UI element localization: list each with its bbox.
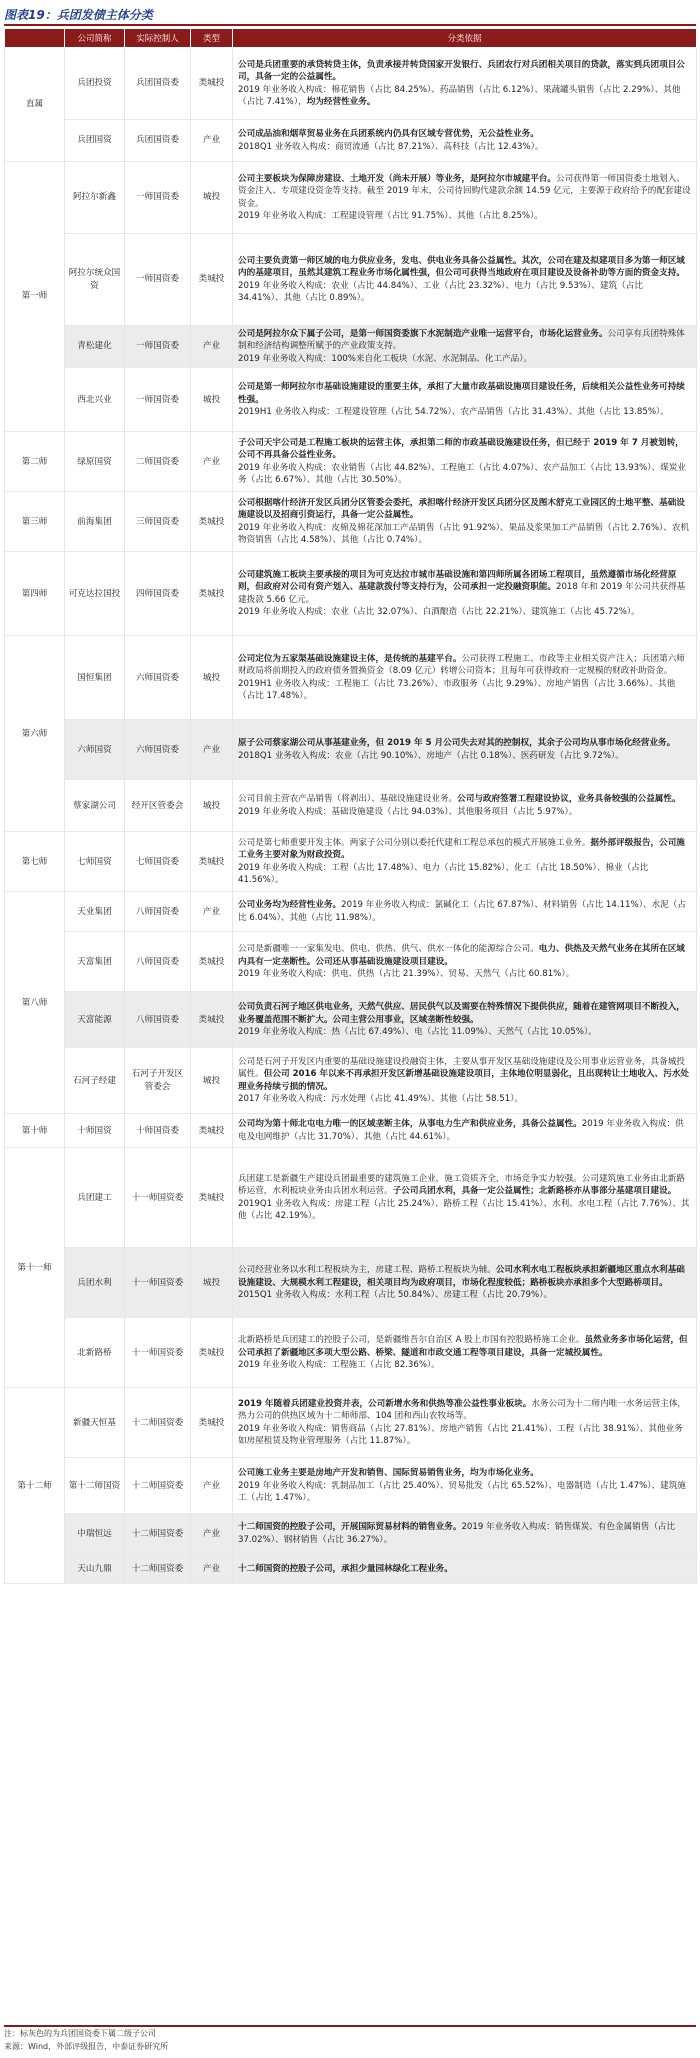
basis-text: 2019 年业务收入构成：农业销售（占比 44.82%）、工程施工（占比 4.07%）、农产品加工（占比 13.93%）、煤炭业务（占比 6.67%）、其他（占比 30.50%）。 [238, 462, 686, 486]
classification-basis [233, 432, 697, 492]
basis-paragraph [238, 328, 691, 353]
classification-basis [233, 162, 697, 234]
group-label: 第十师 [5, 1114, 65, 1148]
basis-text: 2019 年业务收入构成：销售商品（占比 27.81%）、房地产销售（占比 21.41%）、工程（占比 38.91%）、其他业务如房屋租赁及物业管理服务（占比 11.87%）。 [238, 1423, 683, 1447]
entity-type: 城投 [191, 368, 233, 432]
controller-name: 六师国资委 [125, 636, 191, 720]
company-name: 兵团水利 [65, 1248, 125, 1318]
controller-name: 十二师国资委 [125, 1554, 191, 1584]
basis-paragraph [238, 1334, 691, 1359]
basis-paragraph [238, 1521, 691, 1546]
classification-basis [233, 1554, 697, 1584]
table-row [5, 1048, 697, 1114]
company-name: 兵团建工 [65, 1148, 125, 1248]
basis-bold-text: 电力、供热及天然气业务在其所在区域内具有一定垄断性。公司还从事基础设施建设项目建设。 [238, 944, 685, 967]
basis-paragraph [238, 737, 691, 749]
entity-type: 类城投 [191, 992, 233, 1048]
table-row [5, 1114, 697, 1148]
controller-name: 一师国资委 [125, 368, 191, 432]
basis-text: 2019 年业务收入构成：工程建设管理（占比 91.75%）、其他（占比 8.25%）。 [238, 210, 543, 221]
table-row [5, 1248, 697, 1318]
entity-type: 城投 [191, 1048, 233, 1114]
header-company: 公司简称 [65, 29, 125, 48]
basis-paragraph [238, 210, 691, 222]
entity-type: 产业 [191, 120, 233, 162]
table-body [5, 48, 697, 1584]
basis-text: 公司是新疆唯一一家集发电、供电、供热、供气、供水一体化的能源综合公司。 [238, 944, 539, 955]
basis-paragraph [238, 1118, 691, 1143]
controller-name: 十二师国资委 [125, 1388, 191, 1458]
controller-name: 一师国资委 [125, 162, 191, 234]
basis-paragraph [238, 1173, 691, 1198]
basis-paragraph [238, 1563, 691, 1575]
company-name: 天山九鼎 [65, 1554, 125, 1584]
basis-paragraph [238, 1056, 691, 1093]
classification-basis [233, 932, 697, 992]
controller-name: 石河子开发区管委会 [125, 1048, 191, 1114]
basis-paragraph [238, 1398, 691, 1423]
figure-title: 图表19：兵团发债主体分类 [4, 8, 153, 22]
table-row [5, 780, 697, 832]
controller-name: 十二师国资委 [125, 1458, 191, 1514]
classification-basis [233, 326, 697, 368]
basis-bold-text: 公司水利水电工程板块承担新疆地区重点水利基础设施建设、大规模水利工程建设，相关项目均为政府项目，市场化程度较低；路桥板块亦承担多个大型路桥项目。 [238, 1265, 685, 1288]
company-name: 兵团国资 [65, 120, 125, 162]
table-row [5, 720, 697, 780]
footer-rule [4, 2025, 696, 2027]
basis-text: 2019H1 业务收入构成：工程建设管理（占比 54.72%）、农产品销售（占比 31.43%）、其他（占比 13.85%）。 [238, 407, 669, 418]
basis-bold-text: 公司是第一师阿拉尔市基础设施建设的重要主体，承担了大量市政基础设施项目建设任务，后续相关公益性业务可持续性强。 [238, 382, 685, 405]
basis-paragraph [238, 128, 691, 140]
basis-text: 2018Q1 业务收入构成：商贸流通（占比 87.21%）、高科技（占比 12.43%）。 [238, 141, 544, 152]
footnote: 注：标灰色的为兵团国资委下属二级子公司 [4, 2029, 156, 2038]
basis-bold-text: 虽然业务多市场化运营，但公司承担了新疆地区多项大型公路、桥梁、隧道和市政交通工程等项目建设，具备一定城投属性。 [238, 1335, 688, 1358]
company-name: 蔡家湖公司 [65, 780, 125, 832]
company-name: 兵团投资 [65, 48, 125, 120]
entity-type: 产业 [191, 1458, 233, 1514]
classification-basis [233, 636, 697, 720]
classification-basis [233, 368, 697, 432]
basis-paragraph [238, 968, 691, 980]
entity-type: 类城投 [191, 48, 233, 120]
company-name: 国恒集团 [65, 636, 125, 720]
table-row [5, 120, 697, 162]
table-row [5, 1458, 697, 1514]
basis-bold-text: 十二师国资的控股子公司，承担少量园林绿化工程业务。 [238, 1563, 453, 1574]
company-name: 天富集团 [65, 932, 125, 992]
basis-paragraph [238, 793, 691, 805]
basis-text: 公司获得第一师国资委土地划入、资金注入、专项建设资金等支持。截至 2019 年末，公司待回购代建款余额 14.59 亿元，主要源于政府给予的配套建设资金。 [238, 173, 691, 209]
table-row [5, 1554, 697, 1584]
basis-text: 2019 年业务收入构成：销售煤炭、有色金属销售（占比 37.02%）、钢材销售（占比 36.27%）。 [238, 1522, 676, 1545]
basis-text: 2019 年业务收入构成：农业（占比 32.07%）、白酒酿造（占比 22.21%）、建筑施工（占比 45.72%）。 [238, 607, 640, 618]
basis-bold-text: 2019 年随着兵团建业投资并表，公司新增水务和供热等准公益性事业板块。 [238, 1398, 532, 1409]
table-row [5, 1318, 697, 1388]
entity-type: 类城投 [191, 1388, 233, 1458]
group-label: 第十一师 [5, 1148, 65, 1388]
controller-name: 八师国资委 [125, 932, 191, 992]
classification-basis [233, 234, 697, 326]
group-label: 第十二师 [5, 1388, 65, 1584]
basis-paragraph [238, 1423, 691, 1448]
entity-type: 类城投 [191, 492, 233, 552]
basis-text: 公司获得工程施工、市政等主业相关资产注入；兵团第六师财政局将前期投入的政府债务置换资金（8.09 亿元）转增公司资本；且每年可获得政府一定规模的财政补助资金。 [238, 653, 685, 677]
controller-name: 六师国资委 [125, 720, 191, 780]
controller-name: 一师国资委 [125, 326, 191, 368]
basis-bold-text: 公司建筑施工板块主要承接的项目为可克达拉市城市基础设施和第四师所属各团场工程项目，虽然遵循市场化经营原则，但政府对公司有资产划入、基建款拨付等支持行为，公司承担一定投融资职能。 [238, 569, 677, 593]
classification-basis [233, 892, 697, 932]
basis-bold-text: 公司均为第十师北屯电力唯一的区域垄断主体，从事电力生产和供应业务，具备公益属性。 [238, 1119, 582, 1130]
entity-type: 类城投 [191, 832, 233, 892]
basis-text: 2019 年业务收入构成：氯碱化工（占比 67.87%）、材料销售（占比 14.11%）、水泥（占比 6.04%）、其他（占比 11.98%）。 [238, 900, 686, 923]
basis-text: 公司是第七师重要开发主体。两家子公司分别以委托代建和工程总承包的模式开展施工业务。 [238, 837, 591, 848]
controller-name: 经开区管委会 [125, 780, 191, 832]
table-row [5, 162, 697, 234]
basis-bold-text: 均为经营性业务。 [306, 96, 376, 107]
table-row [5, 492, 697, 552]
classification-basis [233, 492, 697, 552]
table-row [5, 234, 697, 326]
classification-basis [233, 1114, 697, 1148]
basis-text: 2019 年业务收入构成：棉花销售（占比 84.25%）、药品销售（占比 6.12%）、果蔬罐头销售（占比 2.29%）、其他（占比 7.41%）， [238, 84, 681, 107]
controller-name: 八师国资委 [125, 992, 191, 1048]
company-name: 西北兴业 [65, 368, 125, 432]
basis-bold-text: 据外部评级报告，公司施工业务主要对象为财政投资。 [238, 837, 685, 861]
basis-text: 2019 年业务收入构成：基础设施建设（占比 94.03%）、其他服务项目（占比 5.97%）。 [238, 806, 578, 817]
table-row [5, 832, 697, 892]
basis-bold-text: 公司成品油和烟草贸易业务在兵团系统内仍具有区域专营优势，无公益性业务。 [238, 129, 539, 140]
basis-text: 2019 年业务收入构成：热（占比 67.49%）、电（占比 11.09%）、天然气（占比 10.05%）。 [238, 1027, 597, 1038]
basis-paragraph [238, 1480, 691, 1505]
entity-type: 类城投 [191, 1318, 233, 1388]
basis-bold-text: 公司与政府签署工程建设协议，业务具备较强的公益属性。 [457, 794, 681, 805]
header-type: 类型 [191, 29, 233, 48]
controller-name: 十师国资委 [125, 1114, 191, 1148]
controller-name: 十一师国资委 [125, 1148, 191, 1248]
company-name: 六师国资 [65, 720, 125, 780]
company-name: 北新路桥 [65, 1318, 125, 1388]
group-label: 第七师 [5, 832, 65, 892]
basis-text: 2019 年业务收入构成：农业（占比 44.84%）、工业（占比 23.32%）、电力（占比 9.53%）、建筑（占比 34.41%）、其他（占比 0.89%）。 [238, 280, 643, 303]
entity-type: 产业 [191, 1554, 233, 1584]
classification-basis [233, 552, 697, 636]
classification-basis [233, 48, 697, 120]
header-group [5, 29, 65, 48]
basis-text: 公司享有兵团特殊体制和经济结构调整所赋予的产业政策支持。 [238, 329, 685, 352]
basis-bold-text: 公司业务均为经营性业务。 [238, 900, 342, 911]
basis-paragraph [238, 1359, 691, 1371]
table-row [5, 1514, 697, 1554]
entity-type: 类城投 [191, 932, 233, 992]
basis-paragraph [238, 1467, 691, 1479]
entity-type: 城投 [191, 636, 233, 720]
basis-paragraph [238, 1264, 691, 1289]
classification-basis [233, 1514, 697, 1554]
basis-text: 2019 年业务收入构成：皮棉及棉花深加工产品销售（占比 91.92%）、果品及浆果加工产品销售（占比 2.76%）、农机物资销售（占比 4.58%）、其他（占比 0.74%）。 [238, 522, 690, 546]
basis-paragraph [238, 653, 691, 678]
basis-paragraph [238, 255, 691, 280]
controller-name: 十一师国资委 [125, 1318, 191, 1388]
basis-text: 2019H1 业务收入构成：工程施工（占比 73.26%）、市政服务（占比 9.29%）、房地产销售（占比 3.66%）、其他（占比 17.48%）。 [238, 678, 676, 702]
company-name: 前海集团 [65, 492, 125, 552]
basis-bold-text: 公司是兵团重要的承贷转贷主体，负责承接并转贷国家开发银行、兵团农行对兵团相关项目的贷款，落实到兵团项目公司，具备一定的公益属性。 [238, 59, 685, 83]
table-row [5, 48, 697, 120]
group-label: 第六师 [5, 636, 65, 832]
basis-paragraph [238, 462, 691, 487]
company-name: 天业集团 [65, 892, 125, 932]
basis-paragraph [238, 173, 691, 210]
company-name: 第十二师国资 [65, 1458, 125, 1514]
basis-bold-text: 公司负责石河子地区供电业务，天然气供应、居民供气以及需要在特殊情况下提供供应，随着在建管网项目不断投入，业务覆盖范围不断扩大。公司主营公用事业，区域垄断性较强。 [238, 1002, 685, 1025]
basis-bold-text: 公司主要板块为保障房建设、土地开发（尚未开展）等业务，是阿拉尔市城建平台。 [238, 173, 556, 184]
classification-basis [233, 1248, 697, 1318]
basis-paragraph [238, 353, 691, 365]
controller-name: 二师国资委 [125, 432, 191, 492]
company-name: 青松建化 [65, 326, 125, 368]
table-row [5, 432, 697, 492]
table-row [5, 1148, 697, 1248]
basis-bold-text: 公司主要负责第一师区域的电力供应业务，发电、供电业务具备公益属性。其次，公司在建及拟建项目多为第一师区域内的基建项目，虽然其建筑工程业务市场化属性强，但公司可获得当地政府在项目建设及设备补助等方面的资金支持。 [238, 255, 685, 279]
controller-name: 兵团国资委 [125, 120, 191, 162]
controller-name: 七师国资委 [125, 832, 191, 892]
classification-basis [233, 1318, 697, 1388]
company-name: 阿拉尔新鑫 [65, 162, 125, 234]
basis-text: 2018 年和 2019 年公司共获得基建拨款 5.66 亿元。 [238, 582, 686, 605]
table-row [5, 552, 697, 636]
basis-text: 2019 年业务收入构成：工程（占比 17.48%）、电力（占比 15.82%）、化工（占比 18.50%）、棉业（占比 41.56%）。 [238, 862, 649, 886]
company-name: 石河子经建 [65, 1048, 125, 1114]
company-name: 阿拉尔统众国资 [65, 234, 125, 326]
basis-paragraph [238, 750, 691, 762]
basis-text: 公司目前主营农产品销售（将剥出）、基础设施建设业务。 [238, 794, 458, 805]
entity-type: 产业 [191, 892, 233, 932]
controller-name: 八师国资委 [125, 892, 191, 932]
group-label: 第一师 [5, 162, 65, 432]
entity-type: 城投 [191, 162, 233, 234]
source-note: 来源：Wind，外部评级报告，中泰证券研究所 [4, 2042, 169, 2051]
basis-text: 2019 年业务收入构成：供电及电网维护（占比 31.70%）、其他（占比 44.61%）。 [238, 1119, 684, 1142]
entity-type: 类城投 [191, 234, 233, 326]
basis-text: 2017 年业务收入构成：污水处理（占比 41.49%）、其他（占比 58.51）。 [238, 1094, 524, 1105]
basis-text: 2019 年业务收入构成：乳制品加工（占比 25.40%）、贸易批发（占比 65.52%）、电器制造（占比 1.47%）、建筑施工（占比 1.47%）。 [238, 1480, 686, 1504]
basis-paragraph [238, 406, 691, 418]
classification-basis [233, 1048, 697, 1114]
basis-text: 2019 年业务收入构成：供电、供热（占比 21.39%）、贸易、天然气（占比 60.81%）。 [238, 969, 575, 980]
basis-bold-text: 但公司 2016 年以来不再承担开发区新增基础设施建设项目，主体地位明显弱化，且出现转让土地收入、污水处理业务持续亏损的情况。 [238, 1069, 690, 1092]
basis-paragraph [238, 1093, 691, 1105]
controller-name: 十一师国资委 [125, 1248, 191, 1318]
classification-basis [233, 1388, 697, 1458]
table-row [5, 892, 697, 932]
company-name: 可克达拉国投 [65, 552, 125, 636]
entity-type: 城投 [191, 1248, 233, 1318]
entity-type: 产业 [191, 432, 233, 492]
table-row [5, 636, 697, 720]
basis-paragraph [238, 437, 691, 462]
basis-paragraph [238, 943, 691, 968]
basis-text: 公司是石河子开发区内重要的基础设施建设投融资主体，主要从事开发区基础设施建设及公用事业运营业务，具备城投属性。 [238, 1056, 685, 1080]
company-name: 天富能源 [65, 992, 125, 1048]
basis-bold-text: 公司定位为五家渠基础设施建设主体，是传统的基建平台。 [238, 653, 462, 664]
basis-paragraph [238, 59, 691, 84]
entity-type: 产业 [191, 720, 233, 780]
group-label: 第二师 [5, 432, 65, 492]
classification-table [4, 28, 697, 1584]
table-header-row [5, 29, 697, 48]
basis-text: 2015Q1 业务收入构成：水利工程（占比 50.84%）、房建工程（占比 20.79%）。 [238, 1290, 553, 1301]
basis-paragraph [238, 141, 691, 153]
classification-basis [233, 780, 697, 832]
basis-paragraph [238, 837, 691, 862]
basis-text: 2019 年业务收入构成：工程施工（占比 82.36%）。 [238, 1360, 440, 1371]
basis-paragraph [238, 497, 691, 522]
classification-basis [233, 1458, 697, 1514]
controller-name: 三师国资委 [125, 492, 191, 552]
basis-bold-text: 公司施工业务主要是房地产开发和销售、国际贸易销售业务，均为市场化业务。 [238, 1468, 539, 1479]
table-row [5, 368, 697, 432]
basis-text: 公司经营业务以水利工程板块为主，房建工程、路桥工程板块为辅。 [238, 1265, 496, 1276]
group-label: 直属 [5, 48, 65, 162]
basis-paragraph [238, 862, 691, 887]
table-row [5, 932, 697, 992]
basis-paragraph [238, 84, 691, 109]
basis-paragraph [238, 1001, 691, 1026]
basis-bold-text: 子公司兵团水利，具备一定公益属性；北新路桥亦从事部分基建项目建设。 [392, 1186, 677, 1197]
basis-text: 2019 年业务收入构成：100%来自化工板块（水泥、水泥制品、化工产品）。 [238, 353, 533, 364]
basis-bold-text: 公司根据喀什经济开发区兵团分区管委会委托，承担喀什经济开发区兵团分区及图木舒克工业园区的土地平整、基础设施建设以及招商引资运行，具备一定公益属性。 [238, 497, 685, 521]
basis-paragraph [238, 806, 691, 818]
controller-name: 一师国资委 [125, 234, 191, 326]
basis-bold-text: 十二师国资的控股子公司，开展国际贸易材料的销售业务。 [238, 1522, 462, 1533]
table-row [5, 1388, 697, 1458]
entity-type: 类城投 [191, 1114, 233, 1148]
entity-type: 产业 [191, 1514, 233, 1554]
basis-paragraph [238, 1026, 691, 1038]
group-label: 第四师 [5, 552, 65, 636]
group-label: 第三师 [5, 492, 65, 552]
classification-basis [233, 120, 697, 162]
basis-bold-text: 公司是阿拉尔众下属子公司，是第一师国资委旗下水泥制造产业唯一运营平台，市场化运营业务。 [238, 329, 608, 339]
table-row [5, 992, 697, 1048]
basis-paragraph [238, 899, 691, 924]
classification-basis [233, 1148, 697, 1248]
header-basis: 分类依据 [233, 29, 697, 48]
basis-paragraph [238, 1198, 691, 1223]
company-name: 新疆天恒基 [65, 1388, 125, 1458]
table-row [5, 326, 697, 368]
basis-paragraph [238, 280, 691, 305]
basis-paragraph [238, 381, 691, 406]
basis-bold-text: 原子公司蔡家湖公司从事基建业务，但 2019 年 5 月公司失去对其的控制权，其余子公司均从事市场化经营业务。 [238, 738, 676, 749]
controller-name: 四师国资委 [125, 552, 191, 636]
company-name: 绿原国资 [65, 432, 125, 492]
basis-bold-text: 子公司天宇公司是工程施工板块的运营主体，承担第二师的市政基础设施建设任务，但已经于 2019 年 7 月被划转，公司不再具备公益性业务。 [238, 437, 684, 461]
title-rule [4, 24, 696, 26]
basis-text: 北新路桥是兵团建工的控股子公司，是新疆维吾尔自治区 A 股上市国有控股路桥施工企业。 [238, 1335, 585, 1346]
basis-paragraph [238, 569, 691, 606]
basis-paragraph [238, 606, 691, 618]
classification-basis [233, 720, 697, 780]
entity-type: 类城投 [191, 1148, 233, 1248]
header-controller: 实际控制人 [125, 29, 191, 48]
group-label: 第八师 [5, 892, 65, 1114]
basis-text: 兵团建工是新疆生产建设兵团最重要的建筑施工企业，施工资质齐全，市场竞争实力较强。公司建筑施工业务由北新路桥运营，水利板块业务由兵团水利运营。 [238, 1173, 685, 1197]
company-name: 七师国资 [65, 832, 125, 892]
controller-name: 兵团国资委 [125, 48, 191, 120]
classification-basis [233, 992, 697, 1048]
entity-type: 城投 [191, 780, 233, 832]
entity-type: 类城投 [191, 552, 233, 636]
basis-paragraph [238, 522, 691, 547]
basis-paragraph [238, 678, 691, 703]
company-name: 中瑞恒远 [65, 1514, 125, 1554]
basis-paragraph [238, 1289, 691, 1301]
controller-name: 十二师国资委 [125, 1514, 191, 1554]
entity-type: 产业 [191, 326, 233, 368]
company-name: 十师国资 [65, 1114, 125, 1148]
classification-basis [233, 832, 697, 892]
basis-text: 2018Q1 业务收入构成：农业（占比 90.10%）、房地产（占比 0.18%）、医药研发（占比 9.72%）。 [238, 750, 624, 761]
basis-text: 2019Q1 业务收入构成：房建工程（占比 25.24%）、路桥工程（占比 15.41%）、水利、水电工程（占比 7.76%）、其他（占比 42.19%）。 [238, 1198, 690, 1222]
basis-text: 水务公司为十二师内唯一水务运营主体，热力公司的供热区域为十二师师部、104 团和西山农牧场等。 [238, 1398, 687, 1422]
